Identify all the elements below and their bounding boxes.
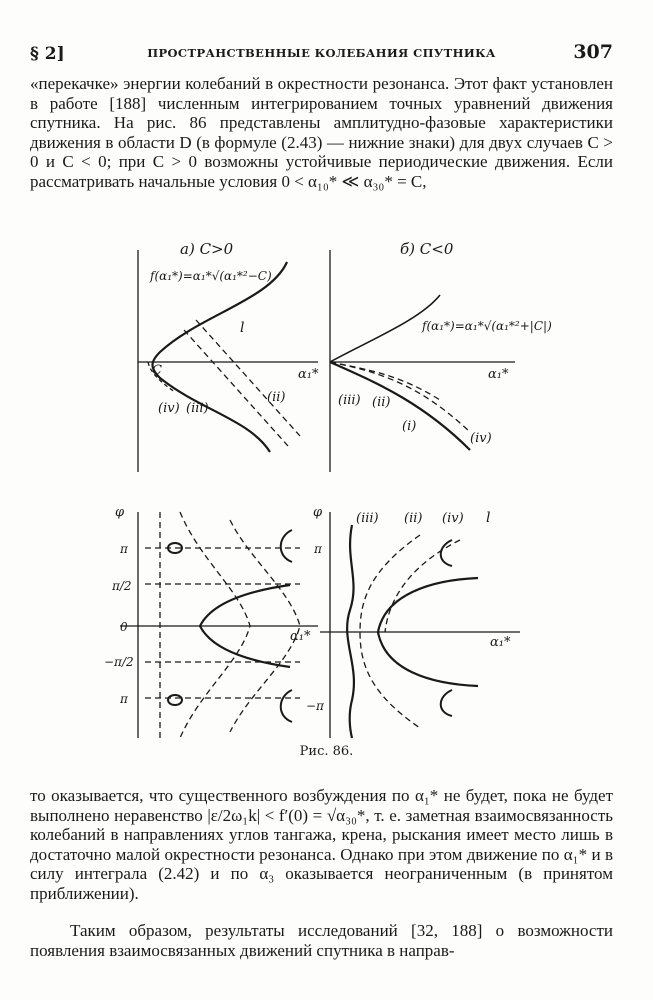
- running-title: ПРОСТРАНСТВЕННЫЕ КОЛЕБАНИЯ СПУТНИКА: [147, 46, 496, 60]
- paragraph-2: то оказывается, что существенного возбуждения по α₁* не будет, пока не будет выполнено неравенство |ε/2ω₁k| < f′(0) = √α₃₀*, т. е. заметная взаимосвязанность колебаний в направлениях углов тангажа, крена, рыскания имеет место лишь в достаточно малой окрестности резонанса. Однако при этом движение по α₁* и в силу интеграла (2.42) и по α₃ оказывается неограниченным (в принятом приближении).: [30, 786, 613, 903]
- section-number: § 2]: [30, 44, 65, 64]
- phase-left-x-label: α₁*: [290, 629, 311, 644]
- panel-b-label-i: (i): [402, 419, 417, 434]
- phase-right-x-label: α₁*: [490, 635, 511, 650]
- paragraph-1: «перекачке» энергии колебаний в окрестности резонанса. Этот факт установлен в работе [188] численным интегрированием точных уравнений движения спутника. На рис. 86 представлены амплитудно-фазовые характеристики движения в области D (в формуле (2.43) — нижние знаки) для двух случаев C > 0 и C < 0; при C > 0 возможны устойчивые периодические движения. Если рассматривать начальные условия 0 < α₁₀* ≪ α₃₀* = C,: [30, 74, 613, 191]
- phase-left-tick-mpi2: −π/2: [104, 655, 134, 669]
- phase-right-small-arc-bot: [441, 690, 452, 716]
- phase-right-label-ii: (ii): [404, 511, 423, 526]
- panel-a-label-iii: (iii): [186, 401, 209, 416]
- phase-right-small-arc-top: [441, 540, 452, 566]
- phase-right-y-label: φ: [313, 505, 323, 520]
- phase-left-y-label: φ: [115, 505, 125, 520]
- phase-left-loop-bot: [168, 695, 182, 705]
- phase-left-small-arc-top: [281, 530, 292, 562]
- panel-b-title: б) C<0: [400, 240, 454, 258]
- panel-a-label-ii: (ii): [267, 390, 286, 405]
- phase-left-tick-mpi: π: [120, 692, 128, 706]
- phase-right-label-iv: (iv): [442, 511, 464, 526]
- phase-right-tick-pi: π: [314, 542, 322, 556]
- phase-left-tick-pi2: π/2: [112, 579, 132, 593]
- phase-left-dash-curve-a: [180, 512, 250, 738]
- panel-a-dash-1: [196, 320, 300, 436]
- phase-left-tick-0: 0: [120, 620, 128, 634]
- phase-left-small-arc-bot: [281, 690, 292, 722]
- panel-a-dash-2: [184, 330, 288, 446]
- panel-b-label-ii: (ii): [372, 395, 391, 410]
- phase-right-label-iii: (iii): [356, 511, 379, 526]
- page-number: 307: [573, 41, 613, 63]
- panel-b-label-iii: (iii): [338, 393, 361, 408]
- figure-caption: Рис. 86.: [299, 744, 354, 759]
- panel-b-formula: f(α₁*)=α₁*√(α₁*²+|C|): [422, 319, 552, 333]
- phase-left-tick-pi: π: [120, 542, 128, 556]
- panel-a-label-l: l: [240, 320, 245, 336]
- panel-a-axis-label: α₁*: [298, 367, 319, 382]
- panel-a-formula: f(α₁*)=α₁*√(α₁*²−C): [150, 269, 272, 283]
- panel-b-label-iv: (iv): [470, 431, 492, 446]
- panel-a-c-label: C: [152, 363, 162, 378]
- phase-right-label-l: l: [486, 510, 491, 526]
- paragraph-3: Таким образом, результаты исследований [32, 188] о возможности появления взаимосвязанных движений спутника в направ-: [30, 921, 613, 960]
- panel-b-axis-label: α₁*: [488, 367, 509, 382]
- phase-right-tick-mpi: −π: [306, 699, 324, 713]
- panel-a-title: а) C>0: [180, 240, 234, 258]
- panel-a-curve-l: [153, 262, 288, 452]
- panel-a-label-iv: (iv): [158, 401, 180, 416]
